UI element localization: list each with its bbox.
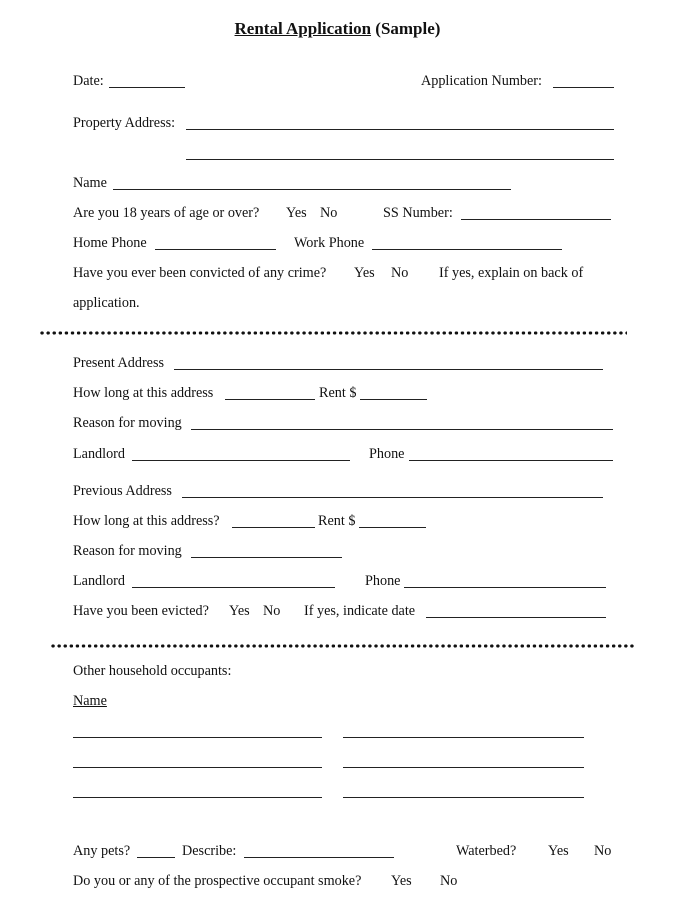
property-address-label: Property Address: bbox=[73, 115, 176, 131]
prev-landlord-phone-field[interactable] bbox=[404, 587, 606, 588]
title-suffix: (Sample) bbox=[375, 19, 441, 38]
occupant-name-field[interactable] bbox=[73, 797, 322, 798]
date-label: Date: bbox=[73, 73, 104, 89]
waterbed-label: Waterbed? bbox=[456, 843, 517, 859]
smoke-question: Do you or any of the prospective occupant smoke? bbox=[73, 873, 362, 889]
occupant-name-field[interactable] bbox=[73, 767, 322, 768]
application-number-label: Application Number: bbox=[421, 73, 542, 89]
evicted-no-option[interactable]: No bbox=[263, 603, 281, 619]
property-address-field[interactable] bbox=[186, 129, 614, 130]
pets-label: Any pets? bbox=[73, 843, 131, 859]
prev-rent-label: Rent $ bbox=[318, 513, 356, 529]
occupants-label: Other household occupants: bbox=[73, 663, 232, 679]
how-long-label: How long at this address bbox=[73, 385, 214, 401]
evicted-question: Have you been evicted? bbox=[73, 603, 209, 619]
ss-number-label: SS Number: bbox=[383, 205, 453, 221]
how-long-field[interactable] bbox=[225, 399, 315, 400]
occupants-name-header: Name bbox=[73, 693, 107, 709]
prev-landlord-phone-label: Phone bbox=[365, 573, 401, 589]
ss-number-field[interactable] bbox=[461, 219, 611, 220]
waterbed-yes-option[interactable]: Yes bbox=[548, 843, 569, 859]
date-field[interactable] bbox=[109, 87, 185, 88]
application-number-field[interactable] bbox=[553, 87, 614, 88]
crime-explain-note: If yes, explain on back of bbox=[439, 265, 584, 281]
work-phone-field[interactable] bbox=[372, 249, 562, 250]
pets-field[interactable] bbox=[137, 857, 175, 858]
prev-landlord-label: Landlord bbox=[73, 573, 126, 589]
prev-reason-moving-label: Reason for moving bbox=[73, 543, 182, 559]
occupant-name-field[interactable] bbox=[73, 737, 322, 738]
occupant-name-field[interactable] bbox=[343, 737, 584, 738]
name-label: Name bbox=[73, 175, 107, 191]
age-no-option[interactable]: No bbox=[320, 205, 338, 221]
evicted-date-label: If yes, indicate date bbox=[304, 603, 416, 619]
reason-moving-label: Reason for moving bbox=[73, 415, 182, 431]
crime-question: Have you ever been convicted of any crime? bbox=[73, 265, 327, 281]
smoke-yes-option[interactable]: Yes bbox=[391, 873, 412, 889]
crime-yes-option[interactable]: Yes bbox=[354, 265, 375, 281]
age-yes-option[interactable]: Yes bbox=[286, 205, 307, 221]
landlord-phone-field[interactable] bbox=[409, 460, 613, 461]
prev-how-long-field[interactable] bbox=[232, 527, 315, 528]
reason-moving-field[interactable] bbox=[191, 429, 613, 430]
occupant-name-field[interactable] bbox=[343, 797, 584, 798]
previous-address-label: Previous Address bbox=[73, 483, 172, 499]
rent-label: Rent $ bbox=[319, 385, 357, 401]
crime-explain-note-cont: application. bbox=[73, 295, 140, 311]
landlord-label: Landlord bbox=[73, 446, 126, 462]
page-title bbox=[0, 19, 675, 39]
present-address-field[interactable] bbox=[174, 369, 603, 370]
describe-field[interactable] bbox=[244, 857, 394, 858]
work-phone-label: Work Phone bbox=[294, 235, 365, 251]
occupant-name-field[interactable] bbox=[343, 767, 584, 768]
title-main: Rental Application bbox=[234, 19, 372, 38]
evicted-yes-option[interactable]: Yes bbox=[229, 603, 250, 619]
prev-how-long-label: How long at this address? bbox=[73, 513, 220, 529]
crime-no-option[interactable]: No bbox=[391, 265, 409, 281]
age-question: Are you 18 years of age or over? bbox=[73, 205, 260, 221]
previous-address-field[interactable] bbox=[182, 497, 603, 498]
landlord-field[interactable] bbox=[132, 460, 350, 461]
name-field[interactable] bbox=[113, 189, 511, 190]
rent-field[interactable] bbox=[360, 399, 427, 400]
home-phone-label: Home Phone bbox=[73, 235, 147, 251]
evicted-date-field[interactable] bbox=[426, 617, 606, 618]
describe-label: Describe: bbox=[182, 843, 237, 859]
prev-reason-moving-field[interactable] bbox=[191, 557, 342, 558]
landlord-phone-label: Phone bbox=[369, 446, 405, 462]
section-divider bbox=[39, 331, 627, 335]
home-phone-field[interactable] bbox=[155, 249, 276, 250]
section-divider bbox=[50, 644, 636, 648]
waterbed-no-option[interactable]: No bbox=[594, 843, 612, 859]
smoke-no-option[interactable]: No bbox=[440, 873, 458, 889]
prev-landlord-field[interactable] bbox=[132, 587, 335, 588]
present-address-label: Present Address bbox=[73, 355, 165, 371]
property-address-field-line2[interactable] bbox=[186, 159, 614, 160]
prev-rent-field[interactable] bbox=[359, 527, 426, 528]
